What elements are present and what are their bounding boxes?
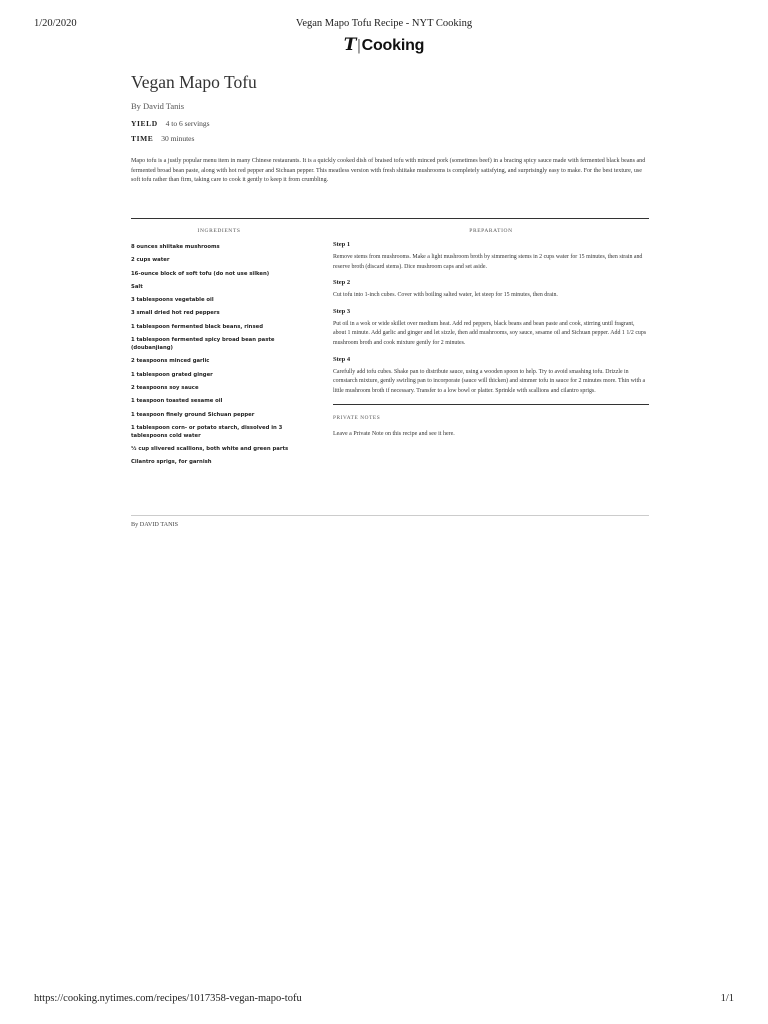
ingredient-item: 8 ounces shiitake mushrooms — [131, 244, 220, 250]
ingredient-item: Cilantro sprigs, for garnish — [131, 459, 212, 466]
print-page-number: 1/1 — [720, 993, 734, 1004]
step-label: Step 2 — [333, 279, 351, 287]
ingredient-item: 2 teaspoons minced garlic — [131, 358, 210, 365]
ingredient-list — [131, 243, 307, 466]
recipe-intro: Mapo tofu is a justly popular menu item in many Chinese restaurants. It is a quickly cooked dish of braised tofu with minced pork (sometimes beef) in a bracing spicy sauce made with fermented black beans and fermented broad bean paste, along with hot red pepper and Sichuan pepper. This meatless version with fresh shiitake mushrooms is completely satisfying, and surprisingly easy to make. For the best texture, use soft tofu rather than firm, taking care to cook it gently to keep it from crumbling. — [131, 158, 646, 184]
time-value: 30 minutes — [161, 134, 195, 143]
print-date: 1/20/2020 — [34, 18, 77, 29]
private-notes-heading: PRIVATE NOTES — [333, 415, 381, 422]
ingredient-item: 1 tablespoon fermented black beans, rinsed — [131, 323, 263, 330]
step-label: Step 1 — [333, 241, 351, 248]
ingredient-item: 2 teaspoons soy sauce — [131, 384, 199, 391]
nyt-t-logo-icon: T — [343, 35, 357, 55]
step-text: Remove stems from mushrooms. Make a light mushroom broth by simmering stems in 2 cups water for 15 minutes, then strain and reserve broth (discard stems). Dice mushroom caps and set aside. — [333, 254, 643, 270]
section-divider — [131, 218, 649, 219]
ingredient-item: Salt — [131, 283, 143, 290]
step-3 — [333, 308, 649, 349]
ingredient-item: 1 teaspoon toasted sesame oil — [131, 398, 223, 405]
ingredients-heading: INGREDIENTS — [197, 228, 241, 234]
recipe-byline[interactable]: By David Tanis — [131, 101, 185, 111]
print-footer — [34, 993, 734, 1007]
ingredient-item: ½ cup slivered scallions, both white and green parts — [131, 446, 289, 453]
ingredient-item: 3 small dried hot red peppers — [131, 310, 220, 317]
step-label: Step 4 — [333, 355, 351, 363]
preparation-heading: PREPARATION — [469, 228, 513, 234]
recipe-yield — [131, 119, 210, 128]
step-label: Step 3 — [333, 307, 351, 315]
recipe-time — [131, 134, 194, 143]
ingredient-item: 16-ounce block of soft tofu (do not use silken) — [131, 270, 270, 277]
private-notes-divider — [333, 404, 649, 405]
step-text: Put oil in a wok or wide skillet over medium heat. Add red peppers, black beans and bean paste and cook, stirring until fragrant, about 1 minute. Add garlic and ginger and let sizzle, then add mushrooms, soy sauce, sesame oil and Sichuan pepper. Add 1 1/2 cups mushroom broth and cook mixture gently for 2 minutes. — [333, 320, 647, 346]
ingredient-item: 1 tablespoon fermented spicy broad bean paste (doubanjiang) — [131, 337, 275, 352]
step-text: Carefully add tofu cubes. Shake pan to distribute sauce, using a wooden spoon to help. Try to avoid smashing tofu. Drizzle in cornstarch mixture, gently swirling pan to incorporate (sauce will thicken) and simmer tofu in sauce for 2 minutes more. Thin with a little mushroom broth if necessary. Transfer to a low bowl or platter. Sprinkle with scallions and cilantro sprigs. — [333, 368, 646, 394]
ingredient-item: 1 tablespoon grated ginger — [131, 371, 213, 378]
preparation-section — [333, 228, 649, 437]
yield-label: YIELD — [131, 119, 158, 128]
time-label: TIME — [131, 134, 154, 143]
ingredient-item: 2 cups water — [131, 257, 170, 264]
footer-divider — [131, 515, 649, 516]
private-notes-prompt[interactable]: Leave a Private Note on this recipe and see it here. — [333, 431, 455, 438]
step-1 — [333, 241, 649, 272]
logo-separator: | — [357, 37, 361, 54]
step-4 — [333, 356, 649, 397]
ingredient-item: 1 teaspoon finely ground Sichuan pepper — [131, 411, 255, 418]
print-page-title: Vegan Mapo Tofu Recipe - NYT Cooking — [295, 18, 473, 29]
step-2 — [333, 279, 649, 301]
print-header — [34, 18, 734, 32]
step-text: Cut tofu into 1-inch cubes. Cover with boiling salted water, let steep for 15 minutes, then drain. — [333, 292, 558, 299]
ingredient-item: 3 tablespoons vegetable oil — [131, 297, 214, 304]
recipe-title: Vegan Mapo Tofu — [131, 72, 257, 92]
footer-byline[interactable]: By DAVID TANIS — [131, 521, 179, 528]
brand-name: Cooking — [361, 37, 425, 54]
ingredient-item: 1 tablespoon corn- or potato starch, dissolved in 3 tablespoons cold water — [131, 424, 283, 439]
yield-value: 4 to 6 servings — [165, 119, 210, 128]
ingredients-section — [131, 228, 307, 472]
nyt-cooking-logo[interactable] — [0, 35, 768, 55]
print-url[interactable]: https://cooking.nytimes.com/recipes/1017358-vegan-mapo-tofu — [34, 993, 302, 1004]
